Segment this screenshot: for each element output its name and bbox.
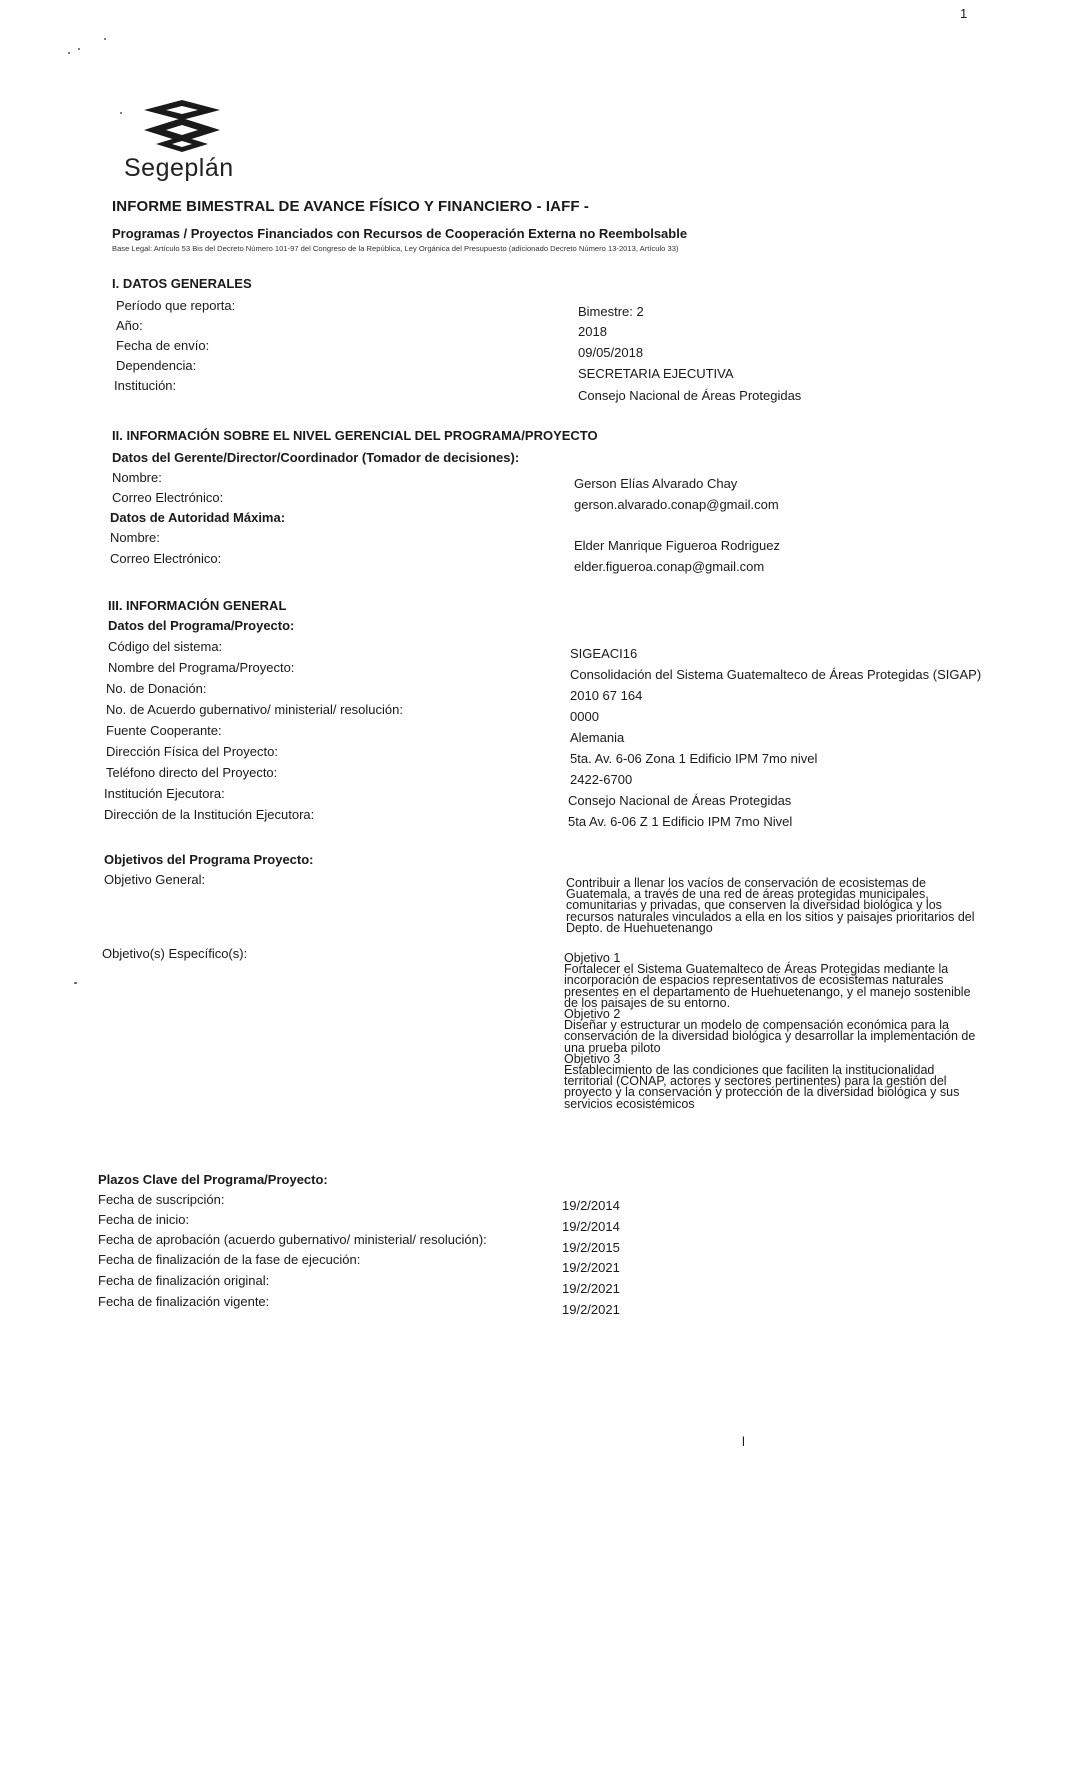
field-value: 19/2/2014 <box>562 1219 620 1234</box>
objective-line: incorporación de espacios representativos de ecosistemas naturales <box>564 973 944 988</box>
field-value: 19/2/2014 <box>562 1198 620 1213</box>
scan-speck <box>104 38 106 40</box>
field-value: 5ta Av. 6-06 Z 1 Edificio IPM 7mo Nivel <box>568 814 793 829</box>
authority-heading: Datos de Autoridad Máxima: <box>110 510 286 525</box>
manager-heading: Datos del Gerente/Director/Coordinador (Tomador de decisiones): <box>112 450 520 465</box>
specific-objectives-label: Objetivo(s) Específico(s): <box>102 946 248 961</box>
field-value: Alemania <box>570 730 625 745</box>
scan-speck <box>78 48 80 50</box>
field-value: 19/2/2021 <box>562 1281 620 1296</box>
field-label: Nombre: <box>112 470 162 485</box>
report-title: INFORME BIMESTRAL DE AVANCE FÍSICO Y FINANCIERO - IAFF - <box>112 198 590 215</box>
section-1-heading: I. DATOS GENERALES <box>112 276 252 291</box>
field-value: 19/2/2021 <box>562 1302 620 1317</box>
scan-speck <box>120 112 122 114</box>
field-label: Institución Ejecutora: <box>104 786 225 801</box>
objective-line: Objetivo 3 <box>564 1051 621 1066</box>
objective-line: proyecto y la conservación y protección de la diversidad biológica y sus <box>564 1085 960 1100</box>
objective-line: Establecimiento de las condiciones que faciliten la institucionalidad <box>564 1063 935 1078</box>
section-2-heading: II. INFORMACIÓN SOBRE EL NIVEL GERENCIAL DEL PROGRAMA/PROYECTO <box>112 428 598 443</box>
field-label: Código del sistema: <box>108 639 223 654</box>
specific-objectives-text <box>564 953 1026 1110</box>
field-value: Consejo Nacional de Áreas Protegidas <box>568 793 792 808</box>
field-value: 2422-6700 <box>570 772 633 787</box>
field-label: Período que reporta: <box>116 298 236 313</box>
field-value: 2010 67 164 <box>570 688 643 703</box>
stray-mark: l <box>742 1434 745 1449</box>
objective-line: Objetivo 2 <box>564 1007 621 1022</box>
objective-line: recursos naturales vinculados a ella en los sitios y paisajes prioritarios del <box>566 909 975 924</box>
objective-line: servicios ecosistémicos <box>564 1096 695 1111</box>
field-label: Dependencia: <box>116 358 197 373</box>
page-number: 1 <box>960 6 968 21</box>
field-value: gerson.alvarado.conap@gmail.com <box>574 497 779 512</box>
logo-text: Segeplán <box>124 154 234 182</box>
field-value: Elder Manrique Figueroa Rodriguez <box>574 538 780 553</box>
objective-line: conservación de la diversidad biológica y desarrollar la implementación de <box>564 1029 976 1044</box>
objective-line: Guatemala, a través de una red de áreas protegidas municipales, <box>566 887 929 902</box>
objectives-heading: Objetivos del Programa Proyecto: <box>104 852 314 867</box>
field-label: Nombre del Programa/Proyecto: <box>108 660 295 675</box>
field-label: Fecha de suscripción: <box>98 1192 225 1207</box>
field-label: Fecha de finalización vigente: <box>98 1294 270 1309</box>
field-label: Nombre: <box>110 530 160 545</box>
field-value: 2018 <box>578 324 607 339</box>
field-label: Fuente Cooperante: <box>106 723 222 738</box>
field-label: Fecha de envío: <box>116 338 210 353</box>
field-value: Consolidación del Sistema Guatemalteco de Áreas Protegidas (SIGAP) <box>570 667 982 682</box>
field-value: 19/2/2021 <box>562 1260 620 1275</box>
field-label: Año: <box>116 318 143 333</box>
field-label: No. de Acuerdo gubernativo/ ministerial/ resolución: <box>106 702 403 717</box>
program-heading: Datos del Programa/Proyecto: <box>108 618 295 633</box>
objective-line: Diseñar y estructurar un modelo de compensación económica para la <box>564 1018 949 1033</box>
field-value: 5ta. Av. 6-06 Zona 1 Edificio IPM 7mo nivel <box>570 751 818 766</box>
objective-line: una prueba piloto <box>564 1040 661 1055</box>
objective-line: Objetivo 1 <box>564 951 621 965</box>
report-subtitle: Programas / Proyectos Financiados con Recursos de Cooperación Externa no Reembolsable <box>112 226 688 241</box>
objective-line: Fortalecer el Sistema Guatemalteco de Áreas Protegidas mediante la <box>564 962 949 977</box>
objective-line: Depto. de Huehuetenango <box>566 920 713 935</box>
field-value: SIGEACI16 <box>570 646 638 661</box>
field-value: elder.figueroa.conap@gmail.com <box>574 559 765 574</box>
field-value: Consejo Nacional de Áreas Protegidas <box>578 388 802 403</box>
scan-speck <box>74 982 77 984</box>
general-objective-label: Objetivo General: <box>104 872 206 887</box>
field-label: No. de Donación: <box>106 681 207 696</box>
field-value: 0000 <box>570 709 599 724</box>
section-3-heading: III. INFORMACIÓN GENERAL <box>108 598 287 613</box>
field-value: 19/2/2015 <box>562 1240 620 1255</box>
objective-line: territorial (CONAP, actores y sectores pertinentes) para la gestión del <box>564 1074 947 1089</box>
general-objective-text <box>566 878 1026 934</box>
field-label: Fecha de inicio: <box>98 1212 190 1227</box>
field-value: SECRETARIA EJECUTIVA <box>578 366 734 381</box>
field-label: Correo Electrónico: <box>110 551 222 566</box>
field-label: Teléfono directo del Proyecto: <box>106 765 278 780</box>
field-value: 09/05/2018 <box>578 345 644 360</box>
field-label: Dirección Física del Proyecto: <box>106 744 278 759</box>
objective-line: Contribuir a llenar los vacíos de conservación de ecosistemas de <box>566 876 926 890</box>
field-label: Correo Electrónico: <box>112 490 224 505</box>
objective-line: de los paisajes de su entorno. <box>564 995 731 1010</box>
legal-basis: Base Legal: Artículo 53 Bis del Decreto Número 101-97 del Congreso de la República, Ley Orgánica del Presupuesto (adicionado Decreto Número 13-2013, Artículo 33) <box>112 244 679 253</box>
field-label: Dirección de la Institución Ejecutora: <box>104 807 315 822</box>
field-label: Fecha de finalización de la fase de ejecución: <box>98 1252 361 1267</box>
field-value: Bimestre: 2 <box>578 304 644 319</box>
objective-line: comunitarias y privadas, que conserven la diversidad biológica y los <box>566 898 942 913</box>
deadlines-heading: Plazos Clave del Programa/Proyecto: <box>98 1172 328 1187</box>
field-value: Gerson Elías Alvarado Chay <box>574 476 738 491</box>
field-label: Institución: <box>114 378 177 393</box>
segeplan-logo-icon <box>136 100 228 154</box>
scan-speck <box>68 52 70 54</box>
field-label: Fecha de finalización original: <box>98 1273 270 1288</box>
field-label: Fecha de aprobación (acuerdo gubernativo/ ministerial/ resolución): <box>98 1232 487 1247</box>
objective-line: presentes en el departamento de Huehuetenango, y el manejo sostenible <box>564 984 971 999</box>
